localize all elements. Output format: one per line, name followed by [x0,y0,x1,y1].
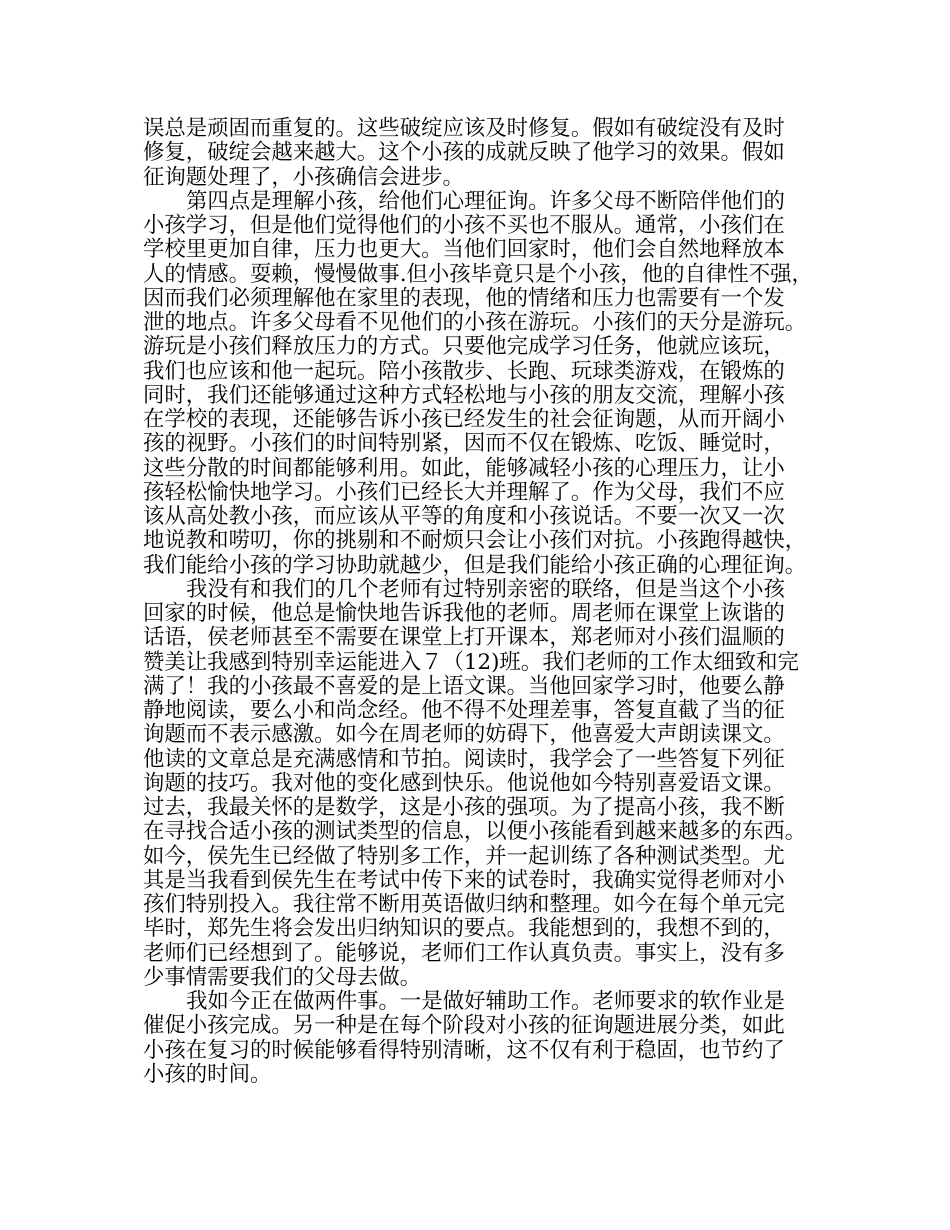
text-line: 这些分散的时间都能够利用。如此，能够减轻小孩的心理压力，让小 [143,455,785,481]
text-line: 修复，破绽会越来越大。这个小孩的成就反映了他学习的效果。假如 [143,140,785,166]
text-line: 回家的时候，他总是愉快地告诉我他的老师。周老师在课堂上诙谐的 [143,601,785,626]
text-line: 小孩在复习的时候能够看得特别清晰，这不仅有利于稳固，也节约了 [143,1037,785,1063]
text-line: 询题的技巧。我对他的变化感到快乐。他说他如今特别喜爱语文课。 [143,770,785,796]
text-line: 老师们已经想到了。能够说，老师们工作认真负责。事实上，没有多 [143,940,785,966]
text-line: 地说教和唠叨，你的挑剔和不耐烦只会让小孩们对抗。小孩跑得越快， [143,528,807,554]
paragraph-4 [143,990,803,1087]
text-line: 我们能给小孩的学习协助就越少，但是我们能给小孩正确的心理征询。 [143,552,807,578]
text-line: 我没有和我们的几个老师有过特别亲密的联络，但是当这个小孩 [186,576,785,602]
text-line: 静地阅读，要么小和尚念经。他不得不处理差事，答复直截了当的征 [143,698,785,723]
paragraph-3 [143,576,807,990]
text-line: 询题而不表示感激。如今在周老师的妨碍下，他喜爱大声朗读课文。 [143,722,785,748]
text-line: 该从高处教小孩，而应该从平等的角度和小孩说话。不要一次又一次 [143,504,785,529]
text-line: 过去，我最关怀的是数学，这是小孩的强项。为了提高小孩，我不断 [143,795,785,820]
text-line: 孩们特别投入。我往常不断用英语做归纳和整理。如今在每个单元完 [143,892,785,917]
text-line: 满了！我的小孩最不喜爱的是上语文课。当他回家学习时，他要么静 [143,673,785,699]
text-line: 小孩学习，但是他们觉得他们的小孩不买也不服从。通常，小孩们在 [143,213,785,238]
text-line: 因而我们必须理解他在家里的表现，他的情绪和压力也需要有一个发 [143,285,785,311]
text-line: 其是当我看到侯先生在考试中传下来的试卷时，我确实觉得老师对小 [143,867,785,893]
text-line: 小孩的时间。 [143,1061,272,1087]
text-line: 征询题处理了，小孩确信会进步。 [143,164,464,190]
text-line: 孩轻松愉快地学习。小孩们已经长大并理解了。作为父母，我们不应 [143,479,785,505]
text-line: 在学校的表现，还能够告诉小孩已经发生的社会征询题，从而开阔小 [143,407,785,432]
text-line: 孩的视野。小孩们的时间特别紧，因而不仅在锻炼、吃饭、睡觉时， [143,431,785,457]
document-body [143,116,813,1087]
text-line: 话语，侯老师甚至不需要在课堂上打开课本，郑老师对小孩们温顺的 [143,625,785,651]
text-line: 人的情感。耍赖，慢慢做事.但小孩毕竟只是个小孩，他的自律性不强， [143,261,813,287]
text-line: 同时，我们还能够通过这种方式轻松地与小孩的朋友交流，理解小孩 [143,382,785,408]
text-line: 催促小孩完成。另一种是在每个阶段对小孩的征询题进展分类，如此 [143,1013,785,1039]
text-line: 学校里更加自律，压力也更大。当他们回家时，他们会自然地释放本 [143,237,785,263]
text-line: 我如今正在做两件事。一是做好辅助工作。老师要求的软作业是 [186,989,785,1014]
text-line: 游玩是小孩们释放压力的方式。只要他完成学习任务，他就应该玩， [143,334,785,360]
text-line: 第四点是理解小孩，给他们心理征询。许多父母不断陪伴他们的 [186,188,785,214]
text-line: 如今，侯先生已经做了特别多工作，并一起训练了各种测试类型。尤 [143,843,785,869]
text-line: 赞美让我感到特别幸运能进入７（12)班。我们老师的工作太细致和完 [143,649,799,675]
text-line: 误总是顽固而重复的。这些破绽应该及时修复。假如有破绽没有及时 [143,116,785,141]
text-line: 毕时，郑先生将会发出归纳知识的要点。我能想到的，我想不到的， [143,916,785,942]
text-line: 他读的文章总是充满感情和节拍。阅读时，我学会了一些答复下列征 [143,746,785,772]
text-line: 泄的地点。许多父母看不见他们的小孩在游玩。小孩们的天分是游玩。 [143,310,807,335]
paragraph-1 [143,117,803,190]
text-line: 我们也应该和他一起玩。陪小孩散步、长跑、玩球类游戏，在锻炼的 [143,358,785,384]
text-line: 在寻找合适小孩的测试类型的信息，以便小孩能看到越来越多的东西。 [143,819,807,845]
paragraph-2 [143,188,813,578]
text-line: 少事情需要我们的父母去做。 [143,964,422,990]
